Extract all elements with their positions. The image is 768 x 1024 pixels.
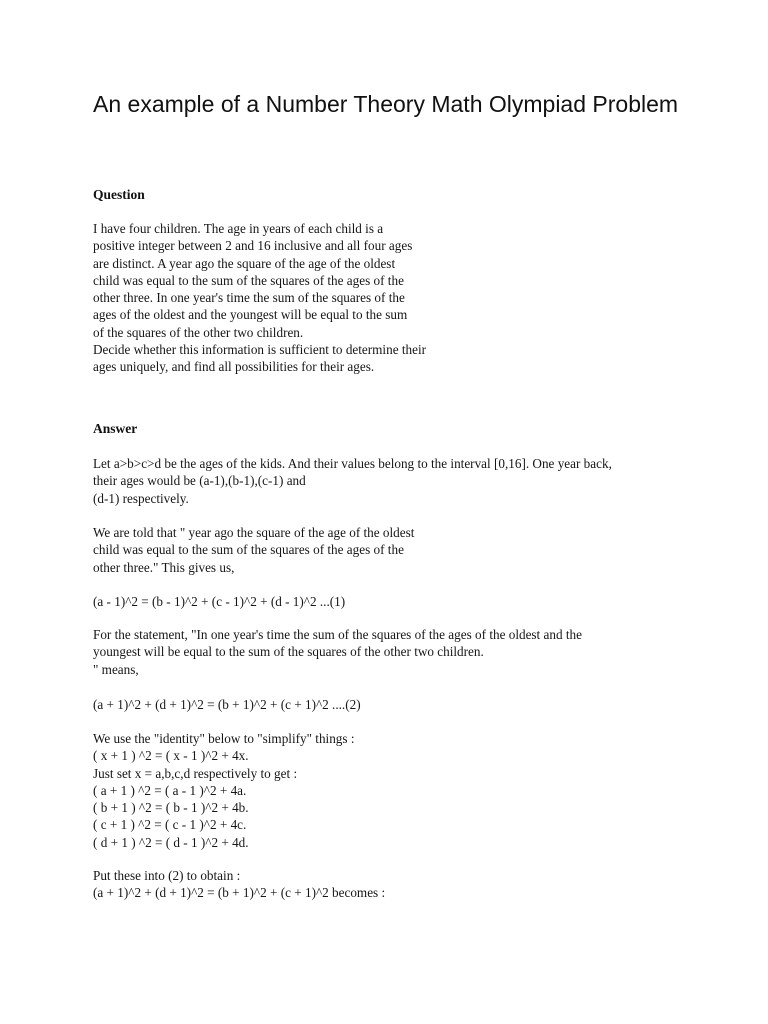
answer-line: child was equal to the sum of the squares of the ages of the <box>93 542 404 558</box>
answer-line: We are told that " year ago the square of the age of the oldest <box>93 525 415 540</box>
answer-paragraph-3 <box>93 626 582 678</box>
answer-line: their ages would be (a-1),(b-1),(c-1) and <box>93 473 306 489</box>
question-heading: Question <box>93 187 145 202</box>
equation-line: (a - 1)^2 = (b - 1)^2 + (c - 1)^2 + (d - 1)^2 ...(1) <box>93 594 346 609</box>
answer-line: For the statement, "In one year's time the sum of the squares of the ages of the oldest and the <box>93 627 582 642</box>
question-line: Decide whether this information is sufficient to determine their <box>93 342 427 358</box>
answer-line: Let a>b>c>d be the ages of the kids. And their values belong to the interval [0,16]. One year back, <box>93 456 612 471</box>
answer-line: Just set x = a,b,c,d respectively to get : <box>93 765 298 781</box>
answer-line: Put these into (2) to obtain : <box>93 868 241 883</box>
question-line: positive integer between 2 and 16 inclusive and all four ages <box>93 238 413 254</box>
answer-line: " means, <box>93 661 139 677</box>
equation-1 <box>93 593 345 610</box>
question-line: ages uniquely, and find all possibilities for their ages. <box>93 359 375 375</box>
equation-2 <box>93 696 361 713</box>
answer-line: ( d + 1 ) ^2 = ( d - 1 )^2 + 4d. <box>93 834 249 850</box>
question-line: I have four children. The age in years of each child is a <box>93 221 384 236</box>
answer-line: other three." This gives us, <box>93 559 235 575</box>
answer-paragraph-1 <box>93 455 612 507</box>
answer-line: (d-1) respectively. <box>93 490 189 506</box>
question-line: child was equal to the sum of the squares of the ages of the <box>93 272 404 288</box>
answer-line: (a + 1)^2 + (d + 1)^2 = (b + 1)^2 + (c + 1)^2 becomes : <box>93 885 386 901</box>
question-line: are distinct. A year ago the square of the age of the oldest <box>93 255 396 271</box>
answer-heading: Answer <box>93 421 138 436</box>
question-line: other three. In one year's time the sum of the squares of the <box>93 290 405 306</box>
answer-line: ( a + 1 ) ^2 = ( a - 1 )^2 + 4a. <box>93 782 247 798</box>
answer-line: ( b + 1 ) ^2 = ( b - 1 )^2 + 4b. <box>93 800 249 816</box>
question-line: of the squares of the other two children. <box>93 324 304 340</box>
document-title: An example of a Number Theory Math Olympiad Problem <box>93 91 679 117</box>
question-body <box>93 220 426 376</box>
answer-line: ( x + 1 ) ^2 = ( x - 1 )^2 + 4x. <box>93 748 249 764</box>
answer-line: We use the "identity" below to "simplify" things : <box>93 731 355 746</box>
question-line: ages of the oldest and the youngest will be equal to the sum <box>93 307 408 323</box>
answer-paragraph-5 <box>93 867 385 902</box>
answer-line: ( c + 1 ) ^2 = ( c - 1 )^2 + 4c. <box>93 817 247 833</box>
answer-paragraph-2 <box>93 524 414 576</box>
answer-paragraph-4 <box>93 730 354 851</box>
equation-line: (a + 1)^2 + (d + 1)^2 = (b + 1)^2 + (c + 1)^2 ....(2) <box>93 697 361 712</box>
answer-line: youngest will be equal to the sum of the squares of the other two children. <box>93 644 484 660</box>
